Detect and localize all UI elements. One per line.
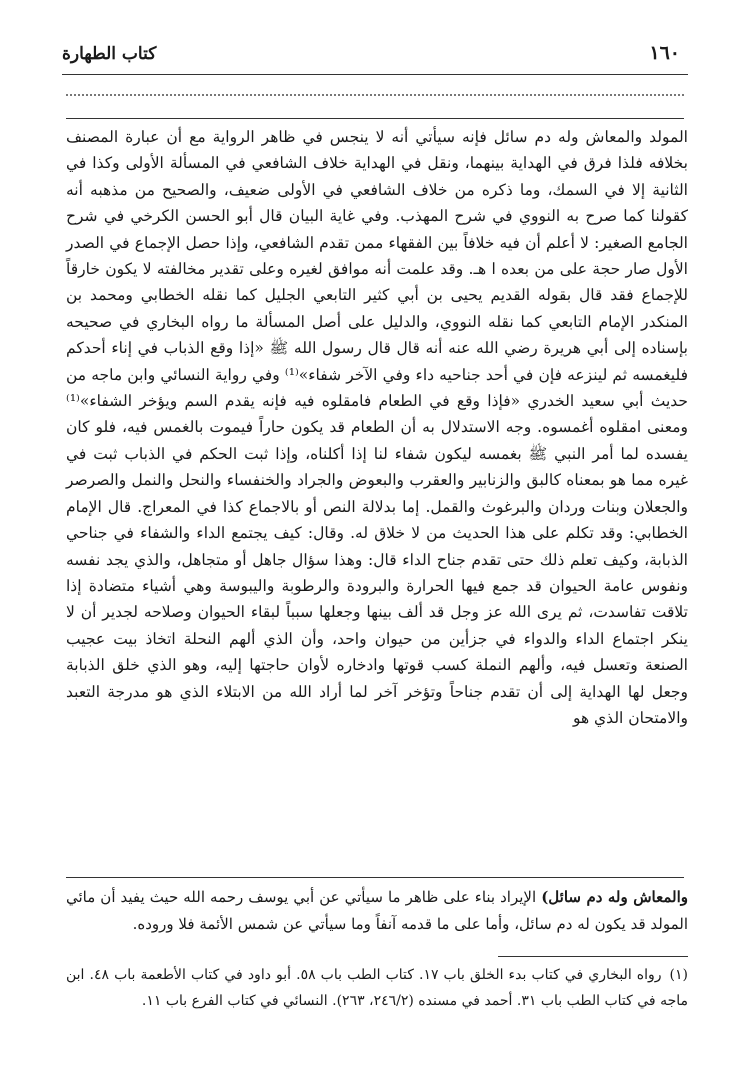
page-header: [62, 42, 688, 72]
commentary-divider: [66, 877, 684, 878]
commentary-section: [66, 884, 688, 944]
main-paragraph: المولد والمعاش وله دم سائل فإنه سيأتي أنه لا ينجس في ظاهر الرواية مع أن عبارة المصنف بخلافه فلذا فرق في الهداية بينهما، ونقل في الهداية خلاف الشافعي في المسألة الأولى وكذا في الثانية إلا في السمك، وما ذكره من خلاف الشافعي في الأولى ضعيف، والصحيح من مذهبه أنه كقولنا كما صرح به النووي في شرح المهذب. وفي غاية البيان قال أبو الحسن الكرخي في شرح الجامع الصغير: لا أعلم أن فيه خلافاً بين الفقهاء ممن تقدم الشافعي، وإذا حصل الإجماع في الصدر الأول صار حجة على من بعده ا هـ. وقد علمت أنه موافق لغيره وعلى تقدير مخالفته لا يكون خارقاً للإجماع فقد قال بقوله القديم يحيى بن أبي كثير التابعي الجليل كما نقله الخطابي ومحمد بن المنكدر الإمام التابعي كما نقله النووي، والدليل على أصل المسألة ما رواه البخاري في صحيحه بإسناده إلى أبي هريرة رضي الله عنه أنه قال قال رسول الله ﷺ «إذا وقع الذباب في إناء أحدكم فليغمسه ثم لينزعه فإن في أحد جناحيه داء وفي الآخر شفاء»⁽¹⁾ وفي رواية النسائي وابن ماجه من حديث أبي سعيد الخدري «فإذا وقع في الطعام فامقلوه فيه فإنه يقدم السم ويؤخر الشفاء»⁽¹⁾ ومعنى امقلوه أغمسوه. وجه الاستدلال به أن الطعام قد يكون حاراً فيموت بالغمس فيه، فلو كان يفسده لما أمر النبي ﷺ بغمسه ليكون شفاء لنا إذا أكلناه، وإذا ثبت الحكم في الذباب ثبت في غيره مما هو بمعناه كالبق والزنابير والعقرب والبعوض والجراد والخنفساء والنحل والنمل والصرصر والجعلان وبنات وردان والبرغوث والقمل. إما بدلالة النص أو بالاجماع كذا في المعراج. قال الإمام الخطابي: وقد تكلم على هذا الحديث من لا خلاق له. وقال: كيف يجتمع الداء والشفاء في جناحي الذبابة، وكيف تعلم ذلك حتى تقدم جناح الداء قال: وهذا سؤال جاهل أو متجاهل، والذي يجد نفسه ونفوس عامة الحيوان قد جمع فيها الحرارة والبرودة والرطوبة واليبوسة وهي أشياء متضادة إذا تلاقت تفاسدت، ثم يرى الله عز وجل قد ألف بينها وجعلها سبباً لبقاء الحيوان وصلاحه لجدير أن لا ينكر اجتماع الداء والدواء في جزأين من حيوان واحد، وأن الذي ألهم النحلة اتخاذ بيت عجيب الصنعة وتعسل فيه، وألهم النملة كسب قوتها وادخاره لأوان حاجتها إليه، وهو الذي خلق الذبابة وجعل لها الهداية إلى أن تقدم جناحاً وتؤخر آخر لما أراد الله من الابتلاء الذي هو مدرجة التعبد والامتحان الذي هو: [66, 128, 688, 727]
footnote-number: (١): [669, 967, 689, 983]
footnote-divider: [498, 956, 688, 957]
dotted-separator: [66, 94, 684, 96]
page-number: ١٦٠: [649, 42, 680, 64]
header-divider: [62, 74, 688, 75]
commentary-lemma: والمعاش وله دم سائل): [541, 888, 688, 906]
footnote-text: رواه البخاري في كتاب بدء الخلق باب ١٧. كتاب الطب باب ٥٨. أبو داود في كتاب الأطعمة باب ٤٨. ابن ماجه في كتاب الطب باب ٣١. أحمد في مسنده (٢٤٦/٢، ٢٦٣). النسائي في كتاب الفرع باب ١١.: [66, 967, 688, 1009]
commentary-paragraph: [66, 884, 688, 938]
footnote: [66, 962, 688, 1014]
main-text: [66, 124, 688, 868]
book-title: كتاب الطهارة: [62, 44, 157, 64]
footnotes-section: [66, 962, 688, 1062]
commentary-text: الإيراد بناء على ظاهر ما سيأتي عن أبي يوسف رحمه الله حيث يفيد أن مائي المولد قد يكون له دم سائل، وأما على ما قدمه آنفاً وما سيأتي عن شمس الأئمة فلا وروده.: [66, 888, 688, 933]
text-top-divider: [66, 118, 684, 119]
